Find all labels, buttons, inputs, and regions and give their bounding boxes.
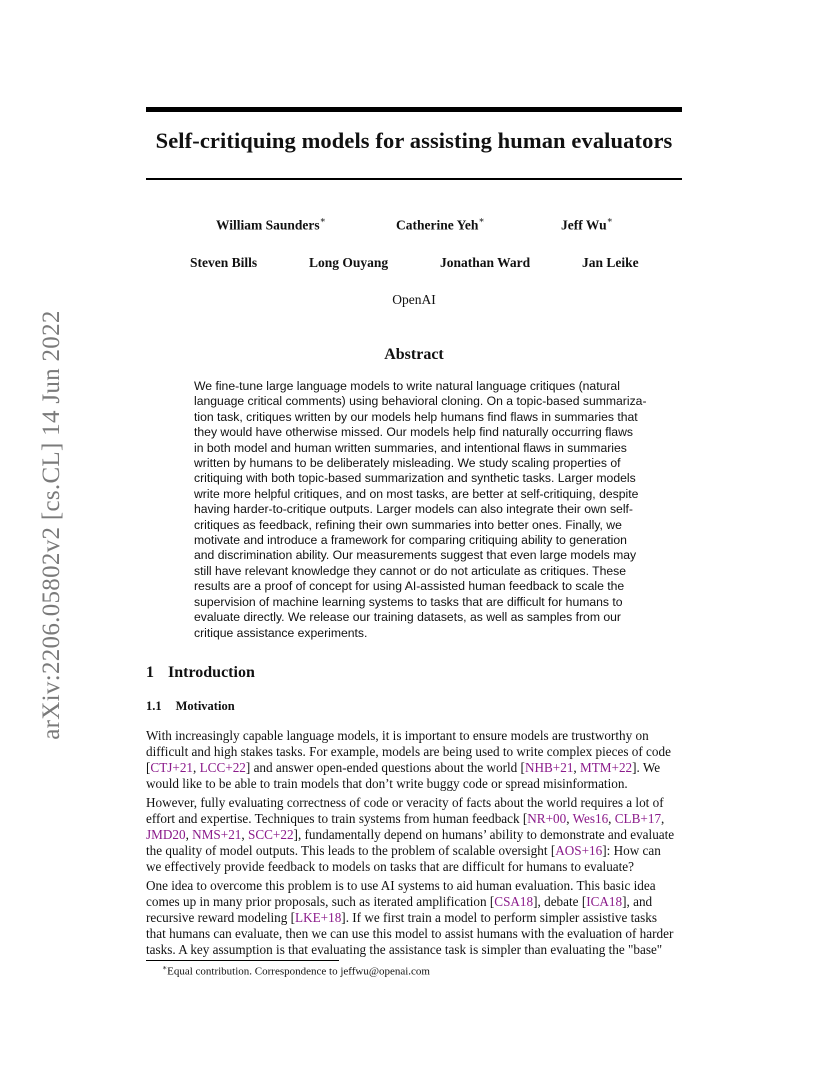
citation-link[interactable]: NHB+21: [524, 759, 574, 775]
citation-link[interactable]: ICA18: [586, 893, 623, 909]
author-jan-leike: Jan Leike: [582, 255, 639, 270]
arxiv-identifier-stamp: arXiv:2206.05802v2 [cs.CL] 14 Jun 2022: [38, 310, 65, 740]
paragraph-line: One idea to overcome this problem is to use AI systems to aid human evaluation. This basic idea: [146, 878, 656, 893]
footnote-mark: ∗: [162, 963, 168, 972]
citation-link[interactable]: CTJ+21: [150, 759, 194, 775]
abstract-line: We fine-tune large language models to write natural language critiques (natural: [194, 379, 620, 393]
footnote-text: Equal contribution. Correspondence to jeffwu@openai.com: [167, 965, 430, 978]
footnote: [162, 963, 430, 978]
abstract-line: results are a proof of concept for using AI-assisted human feedback to scale the: [194, 579, 625, 594]
equal-contribution-mark: ∗: [319, 215, 326, 225]
affiliation: OpenAI: [392, 292, 436, 307]
title-bottom-rule: [146, 178, 682, 180]
abstract-line: motivate and introduce a framework for comparing critiquing ability to generation: [194, 533, 627, 548]
abstract-line: critique assistance experiments.: [194, 625, 368, 640]
abstract-line: and discrimination ability. Our measurements suggest that even large models may: [194, 548, 637, 563]
paragraph-line: we effectively provide feedback to models on tasks that are difficult for humans to evaluate?: [146, 858, 635, 874]
abstract-line: critiquing with both topic-based summarization and synthetic tasks. Larger models: [194, 471, 636, 486]
citation-link[interactable]: SCC+22: [247, 826, 294, 842]
citation-link[interactable]: LKE+18: [295, 909, 342, 925]
citation-link[interactable]: LCC+22: [199, 759, 246, 775]
paragraph-line: difficult and high stakes tasks. For example, models are being used to write complex pieces of code: [146, 743, 671, 759]
citation-link[interactable]: AOS+16: [555, 842, 603, 858]
abstract-body: [194, 379, 647, 641]
abstract-line: they would have otherwise missed. Our models help find naturally occurring flaws: [194, 425, 633, 440]
title-top-rule: [146, 107, 682, 112]
citation-link[interactable]: MTM+22: [580, 759, 633, 775]
author-jonathan-ward: Jonathan Ward: [440, 255, 531, 270]
paragraph-line: that humans can evaluate, then we can use this model to assist humans with the evaluation of harder: [146, 925, 674, 941]
paragraph-line: recursive reward modeling [LKE+18]. If we first train a model to perform simpler assistive tasks: [146, 909, 657, 925]
section-number: 1: [146, 664, 154, 681]
paragraph-line: tasks. A key assumption is that evaluating the assistance task is simpler than evaluating the "base": [146, 941, 663, 957]
abstract-line: write more helpful critiques, and on most tasks, are better at self-critiquing, despite: [194, 486, 639, 501]
paragraph-line: However, fully evaluating correctness of code or veracity of facts about the world requires a lot of: [146, 795, 664, 810]
abstract-line: having harder-to-critique outputs. Larger models can also integrate their own self-: [194, 502, 633, 517]
subsection-number: 1.1: [146, 699, 162, 713]
subsection-heading-motivation: [146, 699, 235, 714]
paragraph-line: the quality of model outputs. This leads to the problem of scalable oversight [AOS+16]: How can: [146, 842, 661, 858]
section-heading-introduction: [146, 664, 255, 682]
abstract-line: tion task, critiques written by our models help humans find flaws in summaries that: [194, 409, 638, 424]
paragraph-line: [CTJ+21, LCC+22] and answer open-ended questions about the world [NHB+21, MTM+22]. We: [146, 759, 661, 775]
paragraph-line: JMD20, NMS+21, SCC+22], fundamentally depend on humans’ ability to demonstrate and evaluate: [146, 826, 675, 842]
citation-link[interactable]: JMD20: [146, 826, 186, 842]
section-title: Introduction: [168, 664, 255, 681]
citation-link[interactable]: NR+00: [527, 810, 567, 826]
equal-contribution-mark: ∗: [478, 215, 485, 225]
abstract-heading: Abstract: [384, 346, 444, 363]
footnote-rule: [146, 960, 339, 961]
citation-link[interactable]: Wes16: [572, 810, 609, 826]
citation-link[interactable]: NMS+21: [192, 826, 242, 842]
author-steven-bills: Steven Bills: [190, 255, 258, 270]
author-jeff-wu: [561, 216, 613, 234]
abstract-line: supervision of machine learning systems to tasks that are difficult for humans to: [194, 594, 623, 609]
abstract-line: critiques as feedback, refining their own summaries into better ones. Finally, we: [194, 517, 622, 532]
author-long-ouyang: Long Ouyang: [309, 255, 389, 270]
citation-link[interactable]: CSA18: [494, 893, 534, 909]
paragraph-line: would like to be able to train models that don’t write buggy code or spread misinformation.: [146, 775, 628, 791]
author-name: William Saunders: [216, 217, 320, 233]
author-catherine-yeh: [396, 216, 485, 234]
author-name: Jeff Wu: [561, 217, 607, 233]
paragraph-3: [146, 878, 683, 958]
paragraph-2: [146, 795, 683, 875]
abstract-line: still have relevant knowledge they cannot or do not articulate as critiques. These: [194, 563, 627, 578]
author-william-saunders: [216, 216, 326, 234]
abstract-line: written by humans to be deliberately misleading. We study scaling properties of: [194, 456, 621, 471]
paper-title: Self-critiquing models for assisting human evaluators: [155, 128, 673, 153]
author-name: Catherine Yeh: [396, 217, 479, 233]
citation-link[interactable]: CLB+17: [614, 810, 662, 826]
paragraph-line: comes up in many prior proposals, such as iterated amplification [CSA18], debate [ICA18], and: [146, 893, 653, 909]
abstract-line: evaluate directly. We release our training datasets, as well as samples from our: [194, 610, 621, 625]
abstract-line: language critical comments) using behavioral cloning. On a topic-based summariza-: [194, 394, 647, 409]
paragraph-line: With increasingly capable language models, it is important to ensure models are trustworthy on: [146, 728, 649, 743]
paragraph-line: effort and expertise. Techniques to train systems from human feedback [NR+00, Wes16, CLB+17,: [146, 810, 665, 826]
subsection-title: Motivation: [175, 699, 235, 713]
equal-contribution-mark: ∗: [606, 215, 613, 225]
paragraph-1: [146, 728, 683, 792]
abstract-line: in both model and human written summaries, and intentional flaws in summaries: [194, 440, 627, 455]
